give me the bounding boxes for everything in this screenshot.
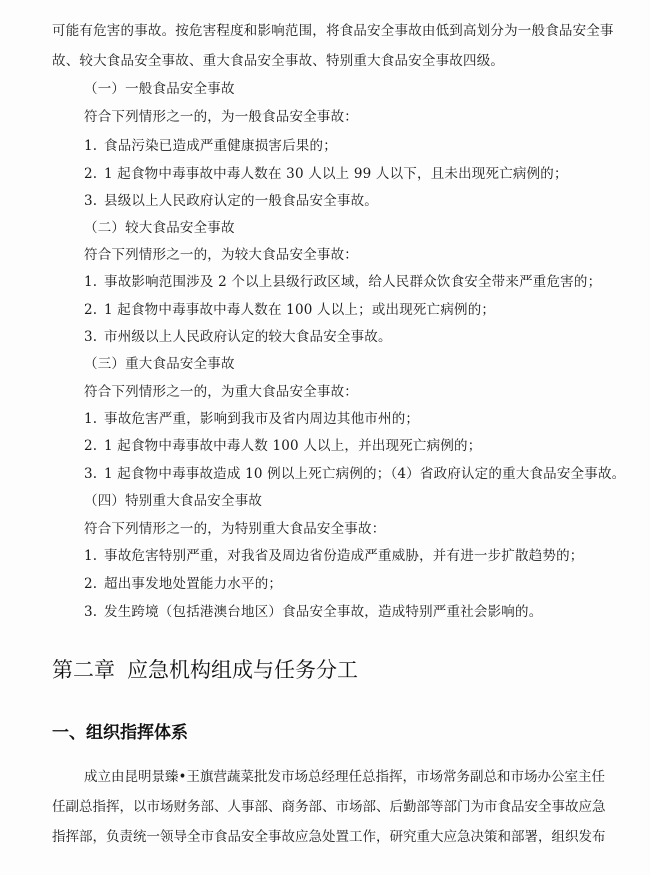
item-number: 2. — [84, 438, 98, 454]
item-text: 食品污染已造成严重健康损害后果的； — [104, 138, 337, 154]
item-text: 1 起食物中毒事故造成 10 例以上死亡病例的；（4）省政府认定的重大食品安全事故。 — [104, 466, 626, 482]
item-number: 3. — [84, 466, 98, 482]
section-lead: 符合下列情形之一的，为一般食品安全事故： — [84, 109, 358, 125]
item-text: 1 起食物中毒事故中毒人数 100 人以上，并出现死亡病例的； — [104, 438, 482, 454]
item-text: 市州级以上人民政府认定的较大食品安全事故。 — [104, 329, 392, 345]
list-item — [84, 410, 419, 428]
body-line-2: 任副总指挥，以市场财务部、人事部、商务部、市场部、后勤部等部门为市食品安全事故应急 — [52, 799, 606, 815]
item-text: 事故影响范围涉及 2 个以上县级行政区域，给人民群众饮食安全带来严重危害的； — [104, 274, 602, 290]
list-item — [84, 165, 568, 183]
item-number: 2. — [84, 576, 98, 592]
item-number: 3. — [84, 329, 98, 345]
item-number: 2. — [84, 302, 98, 318]
list-item — [84, 547, 584, 565]
section-lead: 符合下列情形之一的，为特别重大食品安全事故： — [84, 521, 386, 537]
list-item — [84, 273, 601, 291]
body-line-1: 成立由昆明景臻•王旗营蔬菜批发市场总经理任总指挥，市场常务副总和市场办公室主任 — [84, 769, 605, 785]
section-lead: 符合下列情形之一的，为重大食品安全事故： — [84, 384, 358, 400]
body-line-3: 指挥部，负责统一领导全市食品安全事故应急处置工作，研究重大应急决策和部署，组织发布 — [52, 829, 606, 845]
intro-line-1: 可能有危害的事故。按危害程度和影响范围，将食品安全事故由低到高划分为一般食品安全事 — [52, 23, 614, 39]
chapter-number: 第二章 — [52, 658, 115, 682]
item-text: 事故危害特别严重，对我省及周边省份造成严重威胁，并有进一步扩散趋势的； — [104, 548, 584, 564]
item-text: 县级以上人民政府认定的一般食品安全事故。 — [104, 193, 378, 209]
section-lead: 符合下列情形之一的，为较大食品安全事故： — [84, 247, 358, 263]
item-number: 1. — [84, 138, 98, 154]
list-item — [84, 575, 282, 593]
section-heading: 一、组织指挥体系 — [52, 723, 188, 743]
list-item — [84, 192, 378, 210]
item-text: 1 起食物中毒事故中毒人数在 100 人以上；或出现死亡病例的； — [104, 302, 496, 318]
item-text: 1 起食物中毒事故中毒人数在 30 人以上 99 人以下，且未出现死亡病例的； — [104, 166, 568, 182]
chapter-title — [52, 656, 358, 684]
list-item — [84, 328, 392, 346]
section-title-serious: （三）重大食品安全事故 — [84, 356, 235, 372]
item-number: 1. — [84, 548, 98, 564]
section-title-major: （二）较大食品安全事故 — [84, 220, 235, 236]
item-text: 事故危害严重，影响到我市及省内周边其他市州的； — [104, 411, 420, 427]
intro-line-2: 故、较大食品安全事故、重大食品安全事故、特别重大食品安全事故四级。 — [52, 53, 505, 69]
item-text: 发生跨境（包括港澳台地区）食品安全事故，造成特别严重社会影响的。 — [104, 604, 543, 620]
item-number: 2. — [84, 166, 98, 182]
item-number: 1. — [84, 274, 98, 290]
item-number: 1. — [84, 411, 98, 427]
list-item — [84, 603, 542, 621]
list-item — [84, 465, 625, 483]
chapter-name: 应急机构组成与任务分工 — [127, 658, 358, 682]
item-number: 3. — [84, 604, 98, 620]
section-title-general: （一）一般食品安全事故 — [84, 81, 235, 97]
list-item — [84, 301, 495, 319]
item-text: 超出事发地处置能力水平的； — [104, 576, 283, 592]
list-item — [84, 137, 337, 155]
item-number: 3. — [84, 193, 98, 209]
list-item — [84, 437, 481, 455]
section-title-especially-serious: （四）特别重大食品安全事故 — [84, 493, 263, 509]
